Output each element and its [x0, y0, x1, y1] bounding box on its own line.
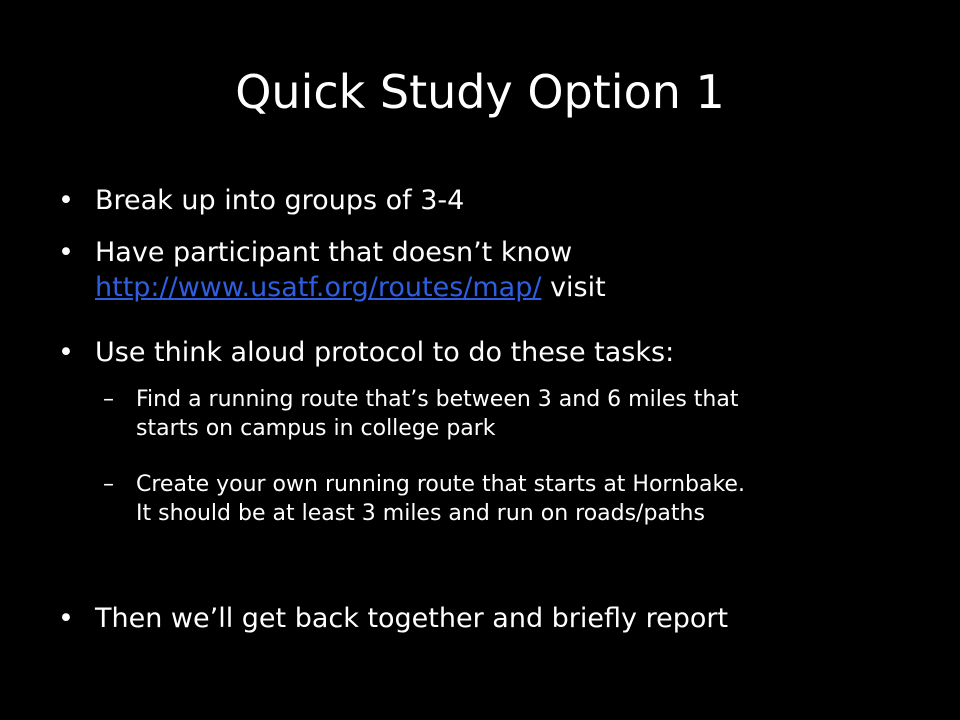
bullet-text — [95, 235, 915, 305]
bullet-text: Break up into groups of 3-4 — [95, 185, 465, 216]
sub-bullet-line: Find a running route that’s between 3 and 6 miles that — [136, 387, 739, 412]
usatf-routes-link[interactable]: http://www.usatf.org/routes/map/ — [95, 272, 542, 303]
bullet-text-before-link: Have participant that doesn’t know — [95, 237, 573, 268]
bullet-text: Then we’ll get back together and briefly report — [95, 603, 729, 634]
bullet-dot: • — [58, 237, 74, 268]
bullet-text: Use think aloud protocol to do these tasks: — [95, 337, 675, 368]
sub-bullet-text — [136, 385, 881, 443]
bullet-text-after-link: visit — [550, 272, 606, 303]
sub-bullet-line: It should be at least 3 miles and run on roads/paths — [136, 501, 705, 526]
sub-bullet-line: starts on campus in college park — [136, 416, 496, 441]
bullet-dot: • — [58, 185, 74, 216]
slide-title: Quick Study Option 1 — [235, 65, 725, 119]
bullet-dot: • — [58, 337, 74, 368]
sub-bullet-dash: – — [103, 387, 114, 412]
sub-bullet-line: Create your own running route that starts at Hornbake. — [136, 472, 745, 497]
sub-bullet-text — [136, 470, 881, 528]
sub-bullet-dash: – — [103, 472, 114, 497]
bullet-dot: • — [58, 603, 74, 634]
